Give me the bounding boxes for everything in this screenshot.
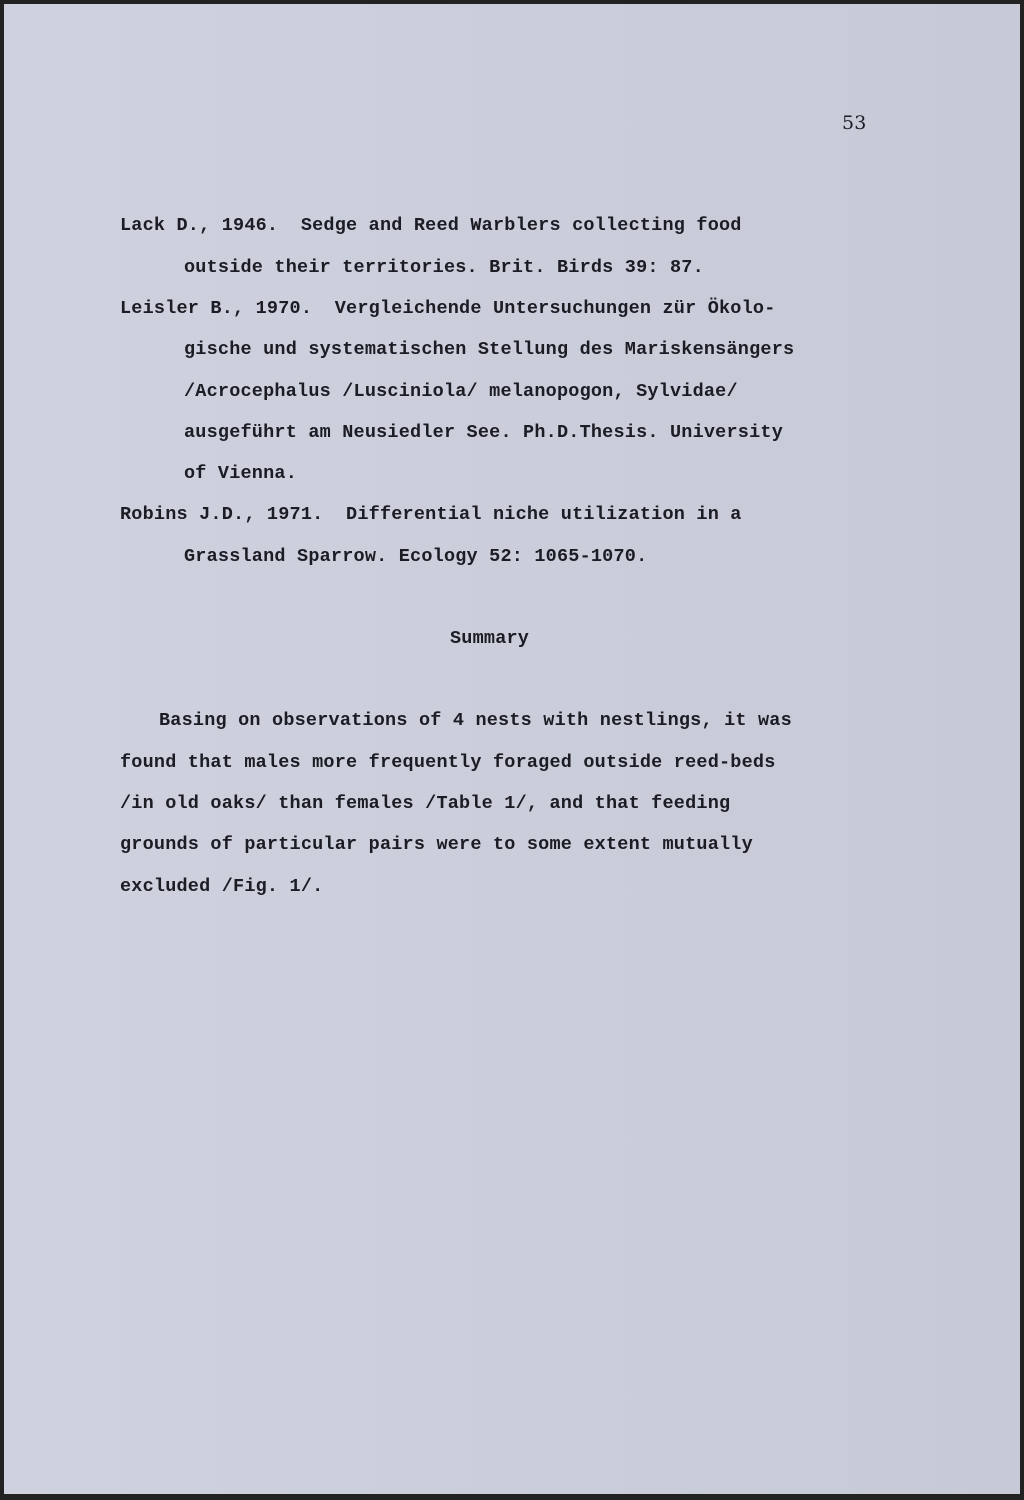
summary-line-1: Basing on observations of 4 nests with nestlings, it was <box>159 710 792 731</box>
reference-2-line-5: of Vienna. <box>184 463 298 484</box>
reference-3-line-1: Robins J.D., 1971. Differential niche utilization in a <box>120 504 742 525</box>
reference-1-line-1: Lack D., 1946. Sedge and Reed Warblers collecting food <box>120 215 742 236</box>
summary-line-2: found that males more frequently foraged outside reed-beds <box>120 752 776 773</box>
summary-heading: Summary <box>450 628 530 649</box>
reference-3-line-2: Grassland Sparrow. Ecology 52: 1065-1070. <box>184 546 648 567</box>
reference-2-line-4: ausgeführt am Neusiedler See. Ph.D.Thesis. University <box>184 422 783 443</box>
reference-2-line-2: gische und systematischen Stellung des Mariskensängers <box>184 339 795 360</box>
page-number: 53 <box>842 112 867 134</box>
reference-2-line-3: /Acrocephalus /Lusciniola/ melanopogon, Sylvidae/ <box>184 381 738 402</box>
summary-line-4: grounds of particular pairs were to some extent mutually <box>120 834 753 855</box>
reference-2-line-1: Leisler B., 1970. Vergleichende Untersuchungen zür Ökolo- <box>120 298 776 319</box>
reference-1-line-2: outside their territories. Brit. Birds 39: 87. <box>184 257 704 278</box>
summary-line-5: excluded /Fig. 1/. <box>120 876 324 897</box>
summary-line-3: /in old oaks/ than females /Table 1/, and that feeding <box>120 793 731 814</box>
document-page <box>4 4 1020 1494</box>
